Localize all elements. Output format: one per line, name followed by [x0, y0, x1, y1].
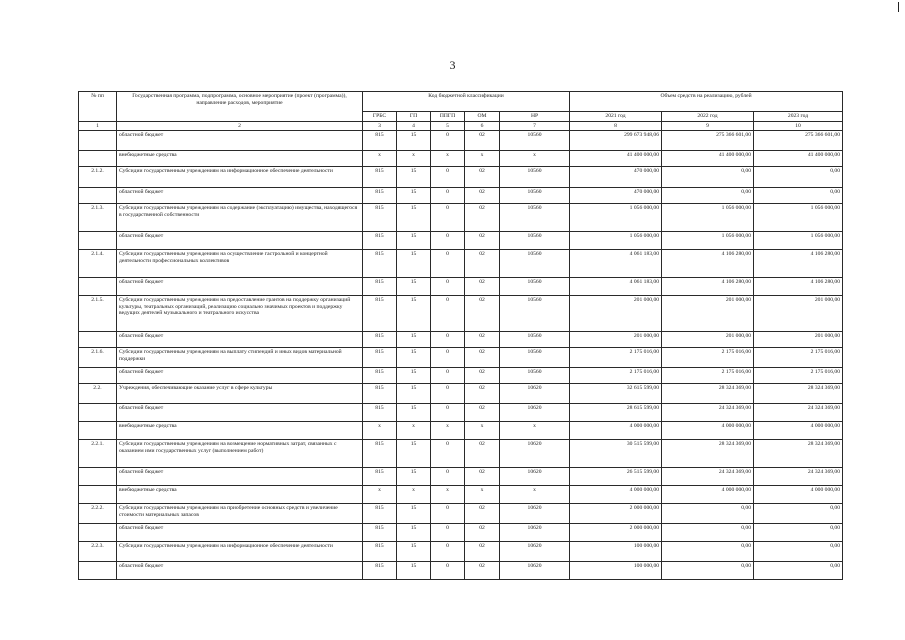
row-ppgp: х: [431, 422, 465, 440]
row-name: областной бюджет: [117, 131, 363, 151]
row-name: областной бюджет: [117, 368, 363, 384]
row-2021: 100 000,00: [570, 562, 662, 580]
row-2023: 4 106 280,00: [754, 278, 843, 296]
row-om: х: [465, 422, 500, 440]
row-gp: 15: [397, 332, 431, 348]
row-om: х: [465, 151, 500, 167]
row-grbs: 815: [363, 524, 397, 542]
row-om: 02: [465, 504, 500, 524]
row-om: 02: [465, 468, 500, 486]
row-2023: 0,00: [754, 542, 843, 562]
row-name: Субсидии государственным учреждениям на информационное обеспечение деятельности: [117, 542, 363, 562]
row-nr: 10620: [500, 404, 570, 422]
row-om: 02: [465, 404, 500, 422]
table-row: [79, 524, 843, 542]
row-number: 2.1.6.: [79, 348, 117, 368]
row-2022: 275 366 601,00: [662, 131, 754, 151]
table-row: [79, 468, 843, 486]
row-ppgp: 0: [431, 332, 465, 348]
row-name: Субсидии государственным учреждениям на информационное обеспечение деятельности: [117, 167, 363, 188]
row-2022: 28 324 369,00: [662, 384, 754, 404]
row-number: [79, 151, 117, 167]
budget-table: [78, 91, 843, 580]
table-row: [79, 250, 843, 278]
row-ppgp: 0: [431, 204, 465, 232]
row-gp: 15: [397, 384, 431, 404]
row-nr: 10620: [500, 562, 570, 580]
row-2021: 26 515 599,00: [570, 468, 662, 486]
header-volume-group: Объем средств на реализацию, рублей: [570, 92, 843, 112]
row-2022: 0,00: [662, 188, 754, 204]
row-2022: 0,00: [662, 542, 754, 562]
row-ppgp: 0: [431, 250, 465, 278]
row-om: 02: [465, 348, 500, 368]
row-gp: х: [397, 486, 431, 504]
row-name: областной бюджет: [117, 232, 363, 250]
row-ppgp: 0: [431, 348, 465, 368]
row-gp: 15: [397, 562, 431, 580]
row-nr: х: [500, 422, 570, 440]
row-ppgp: 0: [431, 504, 465, 524]
row-2021: 4 000 000,00: [570, 486, 662, 504]
row-nr: 10560: [500, 368, 570, 384]
row-number: [79, 562, 117, 580]
row-2022: 1 056 000,00: [662, 204, 754, 232]
row-grbs: 815: [363, 440, 397, 468]
row-number: [79, 188, 117, 204]
row-ppgp: 0: [431, 384, 465, 404]
index-cell: 5: [431, 121, 465, 131]
row-gp: 15: [397, 468, 431, 486]
row-2023: 2 175 016,00: [754, 368, 843, 384]
row-2023: 275 366 601,00: [754, 131, 843, 151]
row-2023: 41 400 000,00: [754, 151, 843, 167]
row-ppgp: 0: [431, 404, 465, 422]
row-name: внебюджетные средства: [117, 422, 363, 440]
row-om: 02: [465, 368, 500, 384]
table-row: [79, 486, 843, 504]
row-nr: 10560: [500, 204, 570, 232]
row-name: областной бюджет: [117, 188, 363, 204]
row-grbs: 815: [363, 542, 397, 562]
row-2023: 1 056 000,00: [754, 232, 843, 250]
row-2022: 4 000 000,00: [662, 422, 754, 440]
row-ppgp: 0: [431, 278, 465, 296]
row-grbs: 815: [363, 167, 397, 188]
row-number: 2.1.3.: [79, 204, 117, 232]
row-2023: 0,00: [754, 524, 843, 542]
row-2021: 28 615 599,00: [570, 404, 662, 422]
row-om: 02: [465, 440, 500, 468]
table-row: [79, 151, 843, 167]
row-om: 02: [465, 232, 500, 250]
row-number: 2.2.: [79, 384, 117, 404]
table-header: [79, 92, 843, 131]
index-cell: 10: [754, 121, 843, 131]
row-2023: 4 106 280,00: [754, 250, 843, 278]
row-grbs: 815: [363, 404, 397, 422]
row-2021: 1 056 000,00: [570, 204, 662, 232]
row-grbs: 815: [363, 296, 397, 332]
row-ppgp: 0: [431, 131, 465, 151]
index-cell: 9: [662, 121, 754, 131]
row-ppgp: 0: [431, 232, 465, 250]
row-nr: 10560: [500, 232, 570, 250]
row-2021: 41 400 000,00: [570, 151, 662, 167]
row-om: 02: [465, 188, 500, 204]
row-om: 02: [465, 278, 500, 296]
row-nr: 10560: [500, 250, 570, 278]
row-2023: 0,00: [754, 167, 843, 188]
row-om: 02: [465, 524, 500, 542]
row-grbs: 815: [363, 468, 397, 486]
row-number: [79, 332, 117, 348]
row-2021: 32 615 599,00: [570, 384, 662, 404]
row-ppgp: х: [431, 486, 465, 504]
row-name: областной бюджет: [117, 524, 363, 542]
index-cell: 1: [79, 121, 117, 131]
row-2021: 2 000 000,00: [570, 504, 662, 524]
row-number: 2.2.3.: [79, 542, 117, 562]
row-2021: 4 061 183,00: [570, 278, 662, 296]
index-cell: 4: [397, 121, 431, 131]
row-om: 02: [465, 296, 500, 332]
row-grbs: х: [363, 151, 397, 167]
row-name: внебюджетные средства: [117, 151, 363, 167]
index-cell: 2: [117, 121, 363, 131]
header-code-group: Код бюджетной классификации: [363, 92, 570, 112]
row-2021: 2 175 016,00: [570, 368, 662, 384]
row-gp: 15: [397, 504, 431, 524]
row-nr: 10560: [500, 296, 570, 332]
row-2022: 201 000,00: [662, 296, 754, 332]
row-nr: 10560: [500, 348, 570, 368]
row-gp: 15: [397, 348, 431, 368]
table-row: [79, 348, 843, 368]
row-number: 2.2.1.: [79, 440, 117, 468]
row-gp: 15: [397, 232, 431, 250]
row-grbs: х: [363, 486, 397, 504]
row-2023: 4 000 000,00: [754, 486, 843, 504]
row-name: Субсидии государственным учреждениям на осуществление гастрольной и концертной деятельности профессиональных коллективов: [117, 250, 363, 278]
row-2023: 1 056 000,00: [754, 204, 843, 232]
table-row: [79, 204, 843, 232]
row-nr: 10620: [500, 468, 570, 486]
row-2021: 2 175 016,00: [570, 348, 662, 368]
row-2021: 4 061 183,00: [570, 250, 662, 278]
row-nr: 10560: [500, 167, 570, 188]
row-2023: 0,00: [754, 562, 843, 580]
row-om: 02: [465, 562, 500, 580]
table-row: [79, 422, 843, 440]
row-2023: 28 324 369,00: [754, 440, 843, 468]
row-2023: 0,00: [754, 188, 843, 204]
table-body: [79, 131, 843, 580]
row-gp: 15: [397, 296, 431, 332]
edge-mark: [898, 2, 899, 12]
row-2021: 470 000,00: [570, 167, 662, 188]
row-2021: 4 000 000,00: [570, 422, 662, 440]
row-ppgp: 0: [431, 368, 465, 384]
row-ppgp: 0: [431, 524, 465, 542]
row-2022: 0,00: [662, 167, 754, 188]
row-grbs: 815: [363, 204, 397, 232]
row-name: Учреждения, обеспечивающие оказание услуг в сфере культуры: [117, 384, 363, 404]
row-name: Субсидии государственным учреждениям на содержание (эксплуатацию) имущества, находящегося в государственной собственности: [117, 204, 363, 232]
row-nr: 10560: [500, 131, 570, 151]
row-2022: 1 056 000,00: [662, 232, 754, 250]
row-2023: 0,00: [754, 504, 843, 524]
row-gp: 15: [397, 278, 431, 296]
index-row: [79, 121, 843, 131]
row-nr: 10620: [500, 504, 570, 524]
row-2023: 2 175 016,00: [754, 348, 843, 368]
row-om: 02: [465, 167, 500, 188]
table-row: [79, 278, 843, 296]
table-row: [79, 440, 843, 468]
row-grbs: х: [363, 422, 397, 440]
row-number: [79, 368, 117, 384]
header-nr: НР: [500, 112, 570, 122]
row-gp: 15: [397, 167, 431, 188]
row-number: [79, 131, 117, 151]
row-2022: 0,00: [662, 524, 754, 542]
row-number: [79, 232, 117, 250]
header-2023: 2023 год: [754, 112, 843, 122]
row-2023: 201 000,00: [754, 332, 843, 348]
row-2021: 1 056 000,00: [570, 232, 662, 250]
row-gp: 15: [397, 204, 431, 232]
header-om: ОМ: [465, 112, 500, 122]
table-row: [79, 296, 843, 332]
row-2022: 0,00: [662, 504, 754, 524]
row-2022: 4 106 280,00: [662, 250, 754, 278]
row-2022: 4 106 280,00: [662, 278, 754, 296]
row-gp: х: [397, 422, 431, 440]
row-name: областной бюджет: [117, 332, 363, 348]
index-cell: 3: [363, 121, 397, 131]
row-2023: 24 324 369,00: [754, 468, 843, 486]
index-cell: 7: [500, 121, 570, 131]
row-2022: 24 324 369,00: [662, 404, 754, 422]
row-gp: 15: [397, 368, 431, 384]
row-om: 02: [465, 332, 500, 348]
row-ppgp: 0: [431, 468, 465, 486]
row-2023: 28 324 369,00: [754, 384, 843, 404]
row-gp: 15: [397, 440, 431, 468]
row-om: х: [465, 486, 500, 504]
row-2022: 4 000 000,00: [662, 486, 754, 504]
row-name: областной бюджет: [117, 278, 363, 296]
row-2021: 201 000,00: [570, 332, 662, 348]
row-ppgp: 0: [431, 562, 465, 580]
row-om: 02: [465, 384, 500, 404]
row-2021: 100 000,00: [570, 542, 662, 562]
row-nr: 10560: [500, 332, 570, 348]
row-number: [79, 486, 117, 504]
header-num: № пп: [79, 92, 117, 122]
row-name: областной бюджет: [117, 562, 363, 580]
row-2022: 0,00: [662, 562, 754, 580]
row-gp: 15: [397, 542, 431, 562]
row-nr: 10620: [500, 542, 570, 562]
row-name: областной бюджет: [117, 404, 363, 422]
row-2022: 201 000,00: [662, 332, 754, 348]
row-number: 2.2.2.: [79, 504, 117, 524]
table-row: [79, 188, 843, 204]
row-om: 02: [465, 250, 500, 278]
table-row: [79, 167, 843, 188]
row-nr: 10620: [500, 524, 570, 542]
row-number: [79, 422, 117, 440]
row-ppgp: 0: [431, 167, 465, 188]
row-nr: 10620: [500, 384, 570, 404]
row-nr: х: [500, 486, 570, 504]
row-grbs: 815: [363, 368, 397, 384]
row-2021: 2 000 000,00: [570, 524, 662, 542]
row-grbs: 815: [363, 384, 397, 404]
row-om: 02: [465, 542, 500, 562]
row-name: областной бюджет: [117, 468, 363, 486]
table-row: [79, 562, 843, 580]
row-gp: 15: [397, 404, 431, 422]
row-grbs: 815: [363, 250, 397, 278]
row-name: Субсидии государственным учреждениям на возмещение нормативных затрат, связанных с оказанием ими государственных услуг (выполнением работ): [117, 440, 363, 468]
page-number: 3: [449, 58, 456, 72]
table-row: [79, 368, 843, 384]
row-grbs: 815: [363, 131, 397, 151]
header-name: Государственная программа, подпрограмма, основное мероприятие (проект (программа)), направление расходов, мероприятие: [117, 92, 363, 122]
table-row: [79, 504, 843, 524]
row-number: 2.1.4.: [79, 250, 117, 278]
row-nr: 10620: [500, 440, 570, 468]
table-row: [79, 131, 843, 151]
row-ppgp: 0: [431, 542, 465, 562]
row-grbs: 815: [363, 562, 397, 580]
row-number: 2.1.2.: [79, 167, 117, 188]
row-grbs: 815: [363, 348, 397, 368]
row-2021: 30 515 599,00: [570, 440, 662, 468]
row-gp: 15: [397, 524, 431, 542]
row-name: Субсидии государственным учреждениям на приобретение основных средств и увеличение стоимости материальных запасов: [117, 504, 363, 524]
row-name: Субсидии государственным учреждениям на выплату стипендий и иных видов материальной поддержки: [117, 348, 363, 368]
row-nr: х: [500, 151, 570, 167]
header-gp: ГП: [397, 112, 431, 122]
header-2021: 2021 год: [570, 112, 662, 122]
row-name: Субсидии государственным учреждениям на предоставление грантов на поддержку организаций культуры, театральных организаций, реализацию социально значимых проектов и поддержку ведущих деятелей музыкального и театрального искусства: [117, 296, 363, 332]
row-number: [79, 524, 117, 542]
table-row: [79, 332, 843, 348]
index-cell: 8: [570, 121, 662, 131]
row-ppgp: 0: [431, 296, 465, 332]
index-cell: 6: [465, 121, 500, 131]
row-ppgp: 0: [431, 188, 465, 204]
table-row: [79, 404, 843, 422]
table-row: [79, 232, 843, 250]
row-om: 02: [465, 204, 500, 232]
row-2021: 470 000,00: [570, 188, 662, 204]
header-grbs: ГРБС: [363, 112, 397, 122]
row-2022: 24 324 369,00: [662, 468, 754, 486]
row-2021: 201 000,00: [570, 296, 662, 332]
row-om: 02: [465, 131, 500, 151]
row-grbs: 815: [363, 504, 397, 524]
row-2023: 4 000 000,00: [754, 422, 843, 440]
row-grbs: 815: [363, 188, 397, 204]
row-number: 2.1.5.: [79, 296, 117, 332]
row-gp: 15: [397, 250, 431, 278]
header-2022: 2022 год: [662, 112, 754, 122]
table-row: [79, 384, 843, 404]
row-grbs: 815: [363, 332, 397, 348]
row-2023: 201 000,00: [754, 296, 843, 332]
row-number: [79, 278, 117, 296]
table-row: [79, 542, 843, 562]
row-gp: 15: [397, 131, 431, 151]
row-2022: 41 400 000,00: [662, 151, 754, 167]
row-ppgp: х: [431, 151, 465, 167]
row-name: внебюджетные средства: [117, 486, 363, 504]
row-grbs: 815: [363, 232, 397, 250]
row-gp: 15: [397, 188, 431, 204]
row-2022: 28 324 369,00: [662, 440, 754, 468]
row-grbs: 815: [363, 278, 397, 296]
header-ppgp: ППГП: [431, 112, 465, 122]
row-gp: х: [397, 151, 431, 167]
row-nr: 10560: [500, 278, 570, 296]
row-ppgp: 0: [431, 440, 465, 468]
row-number: [79, 468, 117, 486]
row-nr: 10560: [500, 188, 570, 204]
row-2022: 2 175 016,00: [662, 368, 754, 384]
row-2023: 24 324 369,00: [754, 404, 843, 422]
row-number: [79, 404, 117, 422]
row-2021: 299 673 948,06: [570, 131, 662, 151]
row-2022: 2 175 016,00: [662, 348, 754, 368]
